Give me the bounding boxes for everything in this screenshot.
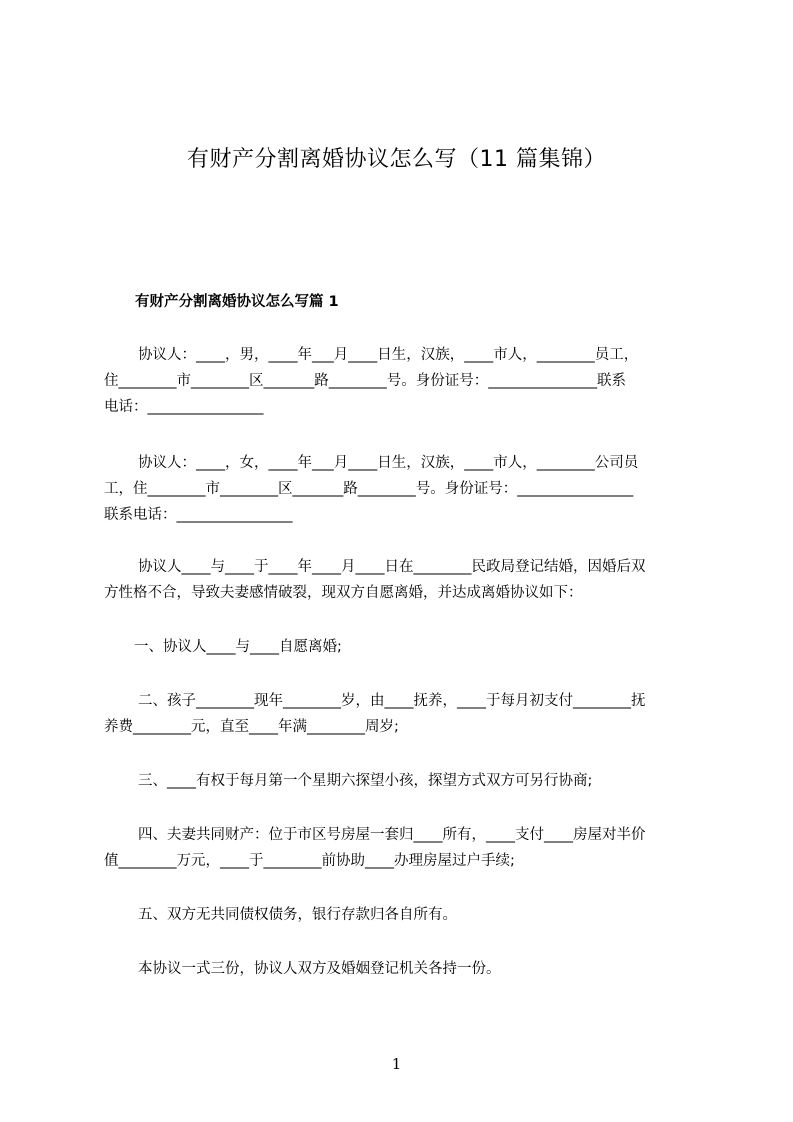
paragraph-line: 联系电话：________________ (104, 507, 293, 523)
paragraph-line: 一、协议人____与____自愿离婚; (134, 639, 342, 655)
document-title: 有财产分割离婚协议怎么写（11 篇集锦） (187, 147, 606, 172)
closing-paragraph (104, 956, 704, 982)
clause-2 (104, 688, 704, 740)
paragraph-line: 三、____有权于每月第一个星期六探望小孩，探望方式双方可另行协商; (138, 773, 593, 789)
paragraph-line: 五、双方无共同债权债务，银行存款归各自所有。 (138, 907, 457, 923)
section-heading: 有财产分割离婚协议怎么写篇 1 (135, 294, 339, 310)
paragraph-line: 协议人：____，女，____年___月____日生，汉族，____市人，________公司员 (138, 455, 639, 471)
paragraph-line: 四、夫妻共同财产：位于市区号房屋一套归____所有，____支付____房屋对半价 (138, 827, 646, 843)
paragraph-line: 养费________元，直至____年满________周岁; (104, 719, 399, 735)
paragraph-line: 电话：________________ (104, 399, 264, 415)
paragraph-party-female (104, 450, 704, 528)
paragraph-line: 协议人：____，男，____年___月____日生，汉族，____市人，________员工， (138, 347, 639, 363)
paragraph-line: 方性格不合，导致夫妻感情破裂，现双方自愿离婚，并达成离婚协议如下： (104, 585, 583, 601)
clause-1 (104, 634, 704, 660)
clause-3 (104, 768, 704, 794)
paragraph-line: 住________市________区_______路________号。身份证号：_______________联系 (104, 373, 626, 389)
paragraph-line: 值________万元，____于________前协助____办理房屋过户手续; (104, 853, 515, 869)
paragraph-line: 本协议一式三份，协议人双方及婚姻登记机关各持一份。 (138, 961, 501, 977)
paragraph-line: 工，住________市________区_______路________号。身份证号：________________ (104, 481, 634, 497)
clause-5 (104, 902, 704, 928)
paragraph-line: 协议人____与____于____年____月____日在________民政局登记结婚，因婚后双 (138, 559, 646, 575)
page-number: 1 (391, 1055, 402, 1073)
clause-4 (104, 822, 704, 874)
paragraph-preamble (104, 554, 704, 606)
paragraph-party-male (104, 342, 704, 420)
paragraph-line: 二、孩子________现年________岁，由____抚养，____于每月初支付________抚 (138, 693, 646, 709)
